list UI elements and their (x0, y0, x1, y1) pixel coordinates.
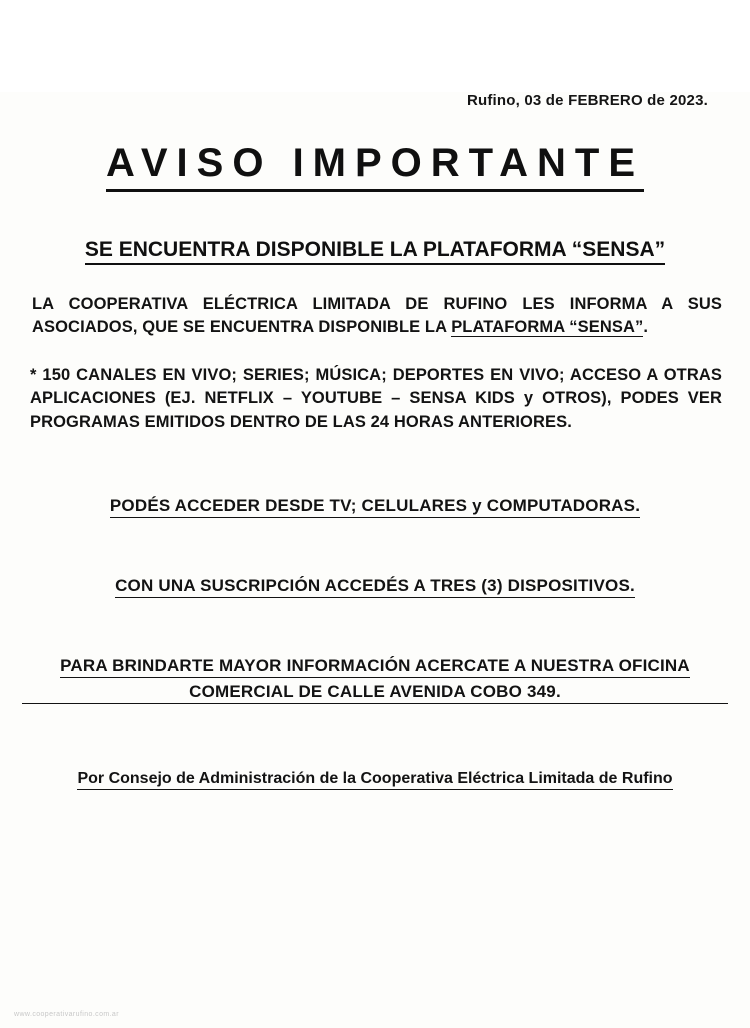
office-info-block (22, 656, 728, 704)
subscription-line (22, 576, 728, 598)
document-page (0, 92, 750, 1028)
document-subtitle-text: SE ENCUENTRA DISPONIBLE LA PLATAFORMA “SENSA” (85, 238, 665, 265)
document-date: Rufino, 03 de FEBRERO de 2023. (466, 92, 708, 109)
intro-text-part-2: . (643, 318, 649, 337)
page-title (22, 141, 728, 192)
intro-platform-name: PLATAFORMA “SENSA” (451, 318, 644, 337)
subscription-line-text: CON UNA SUSCRIPCIÓN ACCEDÉS A TRES (3) DISPOSITIVOS. (115, 576, 635, 598)
office-info-line-1: PARA BRINDARTE MAYOR INFORMACIÓN ACERCATE A NUESTRA OFICINA (60, 656, 690, 678)
page-title-text: AVISO IMPORTANTE (106, 141, 644, 192)
intro-paragraph (22, 293, 728, 340)
devices-line (22, 496, 728, 518)
office-info-line-2: COMERCIAL DE CALLE AVENIDA COBO 349. (22, 682, 728, 704)
signature-line (22, 770, 728, 790)
document-subtitle (22, 238, 728, 265)
signature-text: Por Consejo de Administración de la Cooperativa Eléctrica Limitada de Rufino (77, 770, 672, 790)
intro-text-part-1: LA COOPERATIVA ELÉCTRICA LIMITADA DE RUFINO LES INFORMA A SUS ASOCIADOS, QUE SE ENCUENTRA DISPONIBLE LA (32, 295, 722, 337)
watermark: www.cooperativarufino.com.ar (14, 1011, 119, 1018)
devices-line-text: PODÉS ACCEDER DESDE TV; CELULARES y COMPUTADORAS. (110, 496, 640, 518)
features-paragraph: * 150 CANALES EN VIVO; SERIES; MÚSICA; DEPORTES EN VIVO; ACCESO A OTRAS APLICACIONES (EJ. NETFLIX – YOUTUBE – SENSA KIDS y OTROS), PODES VER PROGRAMAS EMITIDOS DENTRO DE LAS 24 HORAS ANTERIORES. (30, 365, 722, 431)
